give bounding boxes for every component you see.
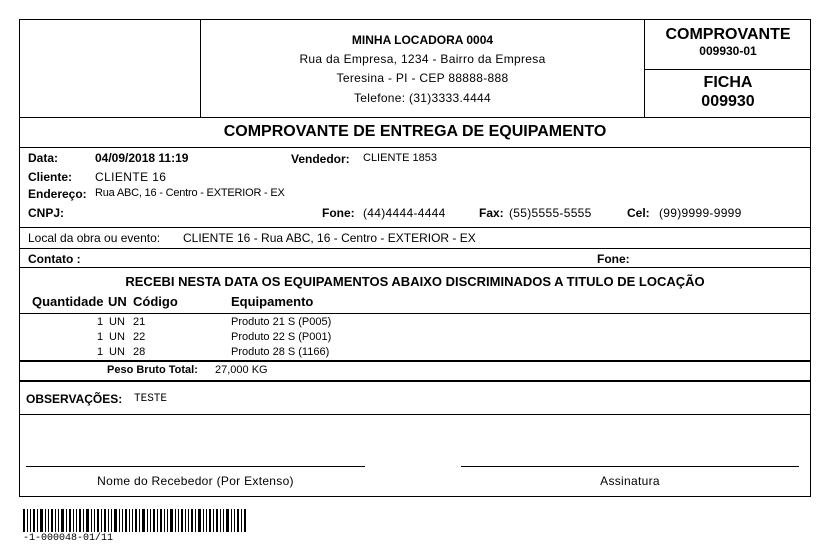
col-unit: UN: [108, 294, 127, 309]
weight-label: Peso Bruto Total:: [107, 364, 198, 376]
items-header: RECEBI NESTA DATA OS EQUIPAMENTOS ABAIXO DISCRIMINADOS A TITULO DE LOCAÇÃO: [125, 274, 705, 289]
company-address: Rua da Empresa, 1234 - Bairro da Empresa: [299, 52, 546, 66]
fax-value: (55)5555-5555: [509, 206, 592, 220]
barcode-text: -1-000048-01/11: [23, 533, 114, 544]
document-title: COMPROVANTE DE ENTREGA DE EQUIPAMENTO: [223, 123, 607, 140]
observations-divider: [19, 414, 811, 415]
seller-value: CLIENTE 1853: [363, 152, 437, 164]
item-unit: UN: [109, 316, 125, 328]
table-row: [0, 331, 823, 345]
items-bottom-divider: [19, 360, 811, 362]
receipt-block: [645, 26, 811, 59]
item-code: 22: [133, 331, 146, 343]
table-row: [0, 316, 823, 330]
title-divider: [19, 147, 811, 148]
item-name: Produto 21 S (P005): [231, 316, 332, 328]
company-block: [201, 31, 644, 108]
receiver-signature-line: [26, 466, 365, 467]
signature-line: [461, 466, 799, 467]
contact-label: Contato :: [28, 252, 81, 266]
receiver-label: Nome do Recebedor (Por Extenso): [97, 474, 294, 488]
header-receipt-divider: [644, 69, 811, 70]
barcode: [23, 509, 247, 532]
item-code: 28: [133, 346, 146, 358]
table-row: [0, 346, 823, 360]
item-qty: 1: [97, 346, 104, 358]
item-name: Produto 22 S (P001): [231, 331, 332, 343]
client-label: Cliente:: [28, 170, 73, 184]
date-label: Data:: [28, 151, 59, 165]
ficha-label: FICHA: [703, 74, 753, 91]
address-value: Rua ABC, 16 - Centro - EXTERIOR - EX: [95, 187, 285, 199]
address-label: Endereço:: [28, 187, 87, 201]
item-qty: 1: [97, 316, 104, 328]
phone-label: Fone:: [322, 206, 355, 220]
contact-phone-label: Fone:: [597, 252, 630, 266]
contact-divider: [19, 267, 811, 268]
date-value: 04/09/2018 11:19: [95, 151, 189, 165]
items-top-divider: [19, 313, 811, 314]
company-city: Teresina - PI - CEP 88888-888: [336, 71, 509, 85]
item-qty: 1: [97, 331, 104, 343]
ficha-block: [645, 73, 811, 111]
cnpj-label: CNPJ:: [28, 206, 65, 220]
company-phone: Telefone: (31)3333.4444: [353, 91, 491, 105]
seller-label: Vendedor:: [291, 152, 350, 166]
receipt-label: COMPROVANTE: [665, 26, 791, 43]
signature-label: Assinatura: [600, 474, 660, 488]
cel-value: (99)9999-9999: [659, 206, 742, 220]
weight-divider: [19, 380, 811, 382]
item-name: Produto 28 S (1166): [231, 346, 330, 358]
location-label: Local da obra ou evento:: [28, 231, 161, 245]
ficha-number: 009930: [701, 93, 755, 110]
col-quantity: Quantidade: [32, 294, 104, 309]
phone-value: (44)4444-4444: [363, 206, 446, 220]
receipt-number: 009930-01: [699, 44, 757, 58]
col-equipment: Equipamento: [231, 294, 314, 309]
item-code: 21: [133, 316, 146, 328]
weight-value: 27,000 KG: [215, 364, 268, 376]
location-divider: [19, 248, 811, 249]
client-value: CLIENTE 16: [95, 170, 167, 184]
company-name: MINHA LOCADORA 0004: [351, 33, 494, 47]
item-unit: UN: [109, 346, 125, 358]
item-unit: UN: [109, 331, 125, 343]
client-divider: [19, 227, 811, 228]
location-value: CLIENTE 16 - Rua ABC, 16 - Centro - EXTERIOR - EX: [183, 231, 476, 245]
col-code: Código: [133, 294, 178, 309]
observations-label: OBSERVAÇÕES:: [26, 392, 123, 406]
observations-value: TESTE: [134, 393, 168, 405]
fax-label: Fax:: [479, 206, 504, 220]
cel-label: Cel:: [627, 206, 650, 220]
